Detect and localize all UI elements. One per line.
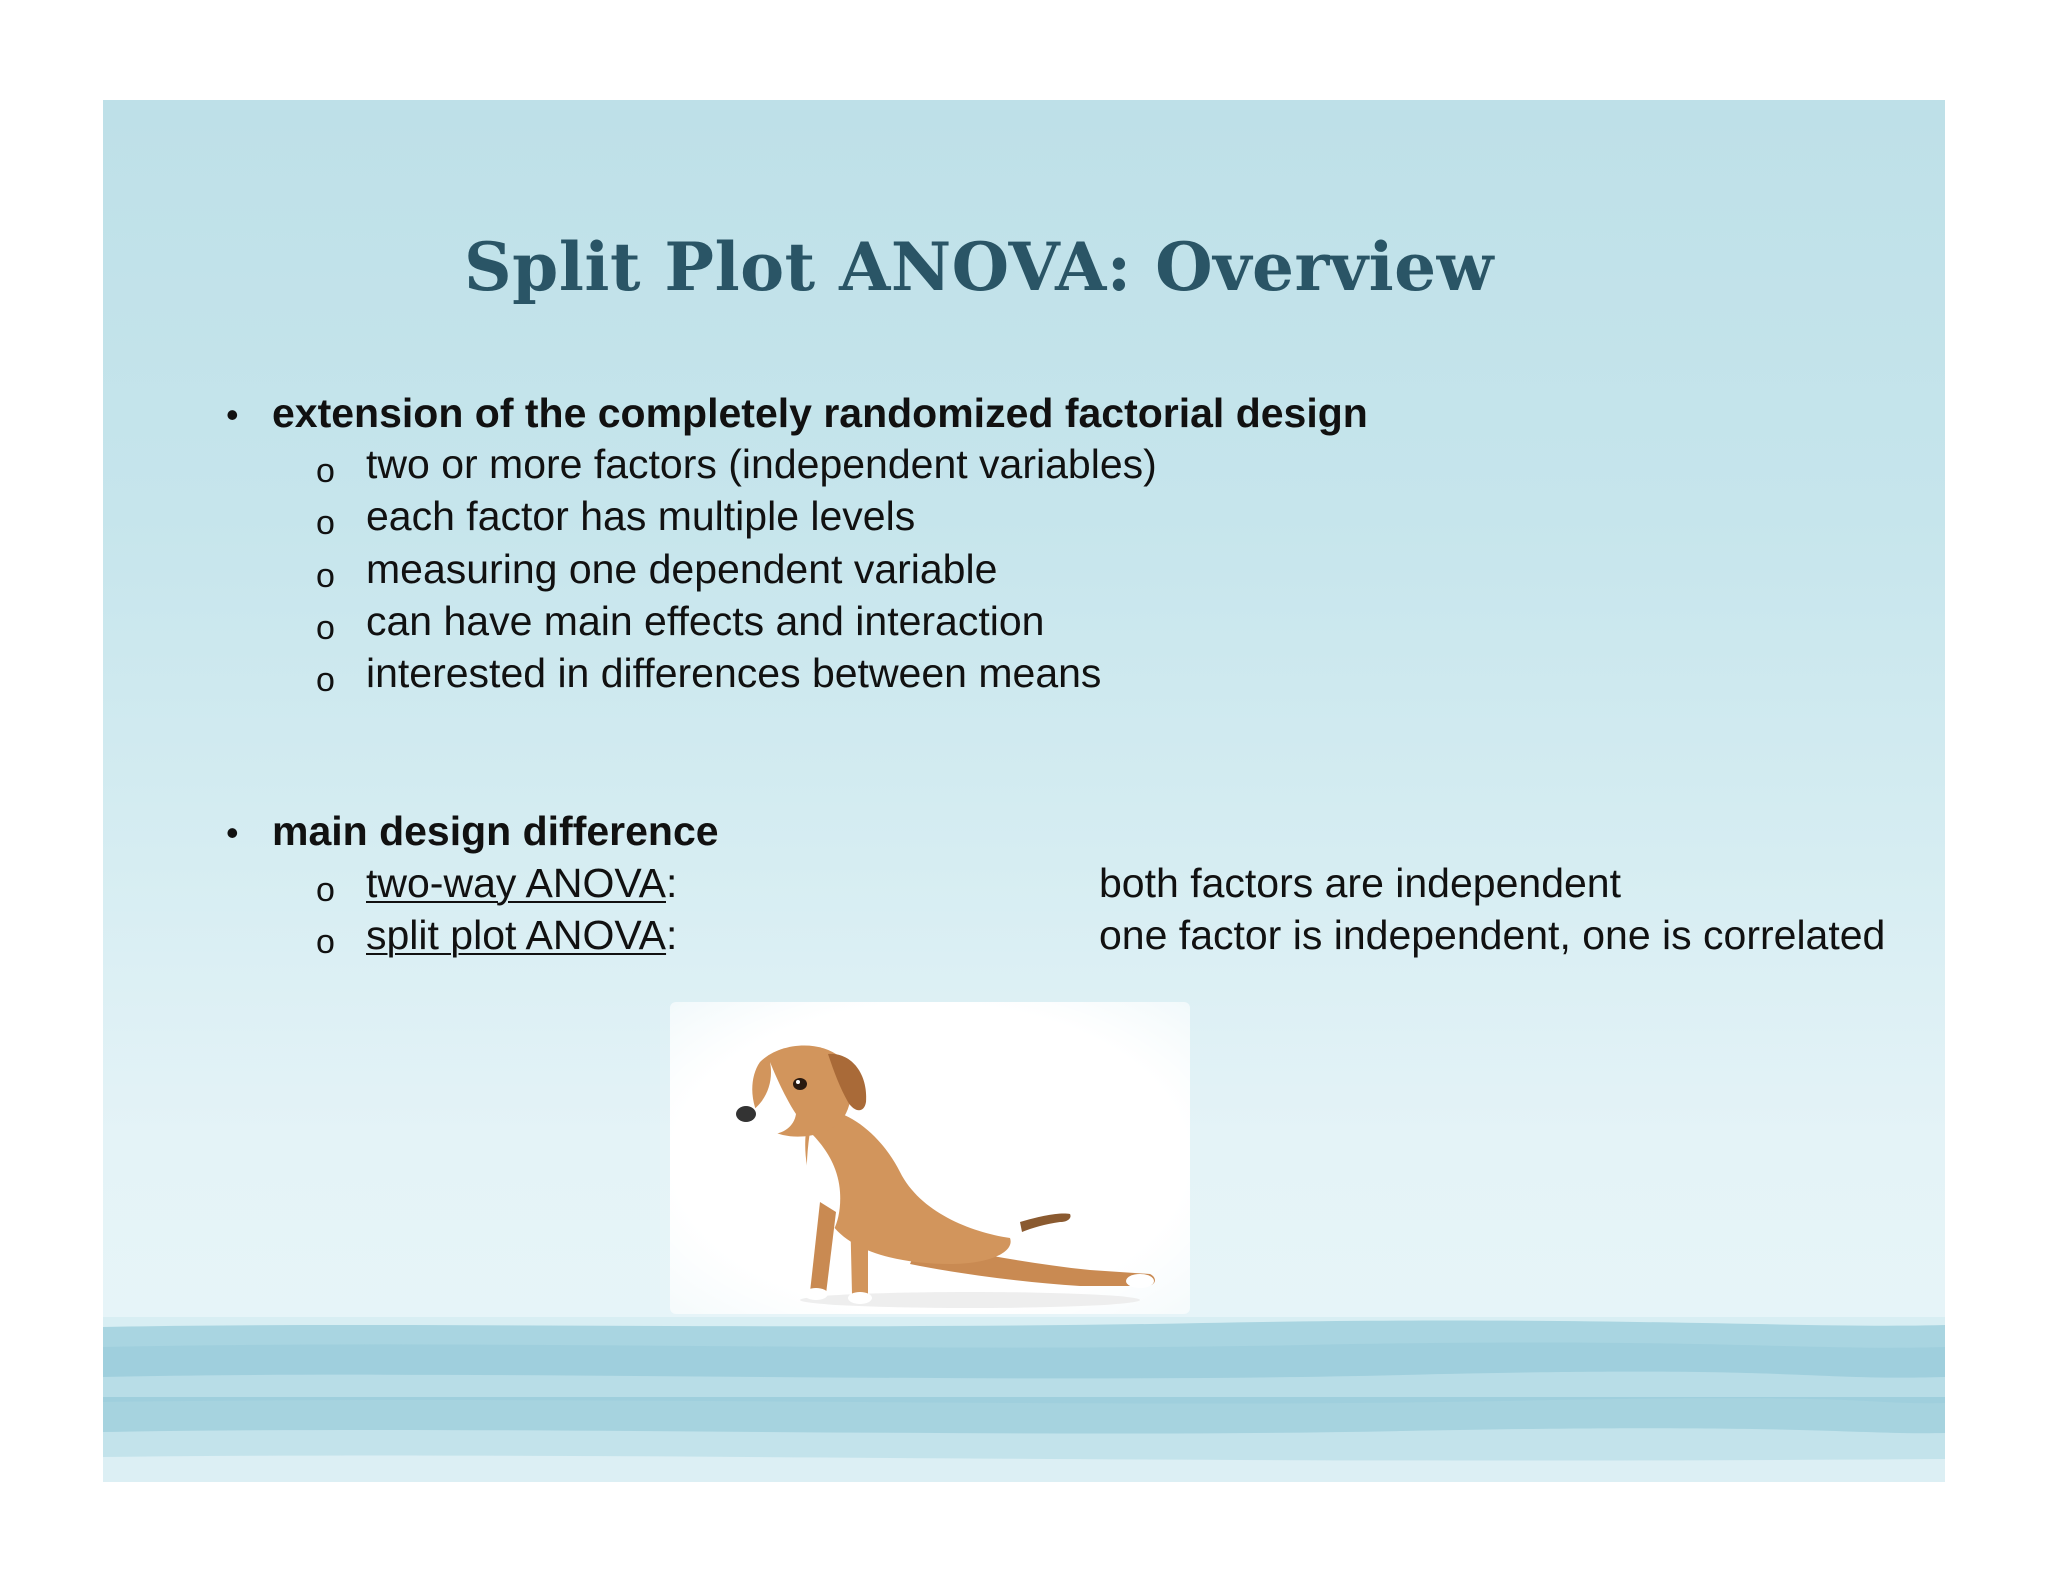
section1-heading: extension of the completely randomized factorial design bbox=[272, 390, 1368, 436]
water-background bbox=[103, 1317, 1945, 1482]
term-split-plot-anova: split plot ANOVA bbox=[366, 912, 667, 958]
term-colon: : bbox=[666, 860, 678, 906]
comparison-row bbox=[316, 912, 1886, 961]
slide bbox=[103, 100, 1945, 1482]
comparison-row bbox=[316, 860, 1716, 907]
bullet-dot: • bbox=[226, 394, 239, 435]
sub-bullet: o bbox=[316, 452, 335, 490]
puppy-photo bbox=[670, 1002, 1190, 1314]
bullet-dot: • bbox=[226, 812, 239, 853]
section1-heading-row bbox=[226, 390, 1368, 437]
list-item bbox=[316, 650, 1101, 697]
list-item bbox=[316, 441, 1157, 488]
sub-bullet: o bbox=[316, 923, 335, 961]
sub-bullet: o bbox=[316, 609, 335, 647]
list-item-text: measuring one dependent variable bbox=[366, 546, 998, 592]
term-colon: : bbox=[666, 912, 678, 958]
list-item-text: can have main effects and interaction bbox=[366, 598, 1045, 644]
list-item-text: each factor has multiple levels bbox=[366, 493, 916, 539]
sub-bullet: o bbox=[316, 557, 335, 595]
list-item bbox=[316, 493, 915, 540]
section2-heading: main design difference bbox=[272, 808, 719, 854]
list-item bbox=[316, 546, 997, 593]
term-description: one factor is independent, one is correlated bbox=[1099, 912, 1886, 958]
term-description: both factors are independent bbox=[1099, 860, 1621, 906]
sub-bullet: o bbox=[316, 504, 335, 542]
term-two-way-anova: two-way ANOVA bbox=[366, 860, 666, 906]
list-item bbox=[316, 598, 1044, 645]
sub-bullet: o bbox=[316, 871, 335, 909]
list-item-text: interested in differences between means bbox=[366, 650, 1102, 696]
sub-bullet: o bbox=[316, 661, 335, 699]
list-item-text: two or more factors (independent variables) bbox=[366, 441, 1157, 487]
puppy-illustration bbox=[670, 1002, 1190, 1314]
slide-title: Split Plot ANOVA: Overview bbox=[464, 228, 1494, 306]
section2-heading-row bbox=[226, 808, 719, 855]
